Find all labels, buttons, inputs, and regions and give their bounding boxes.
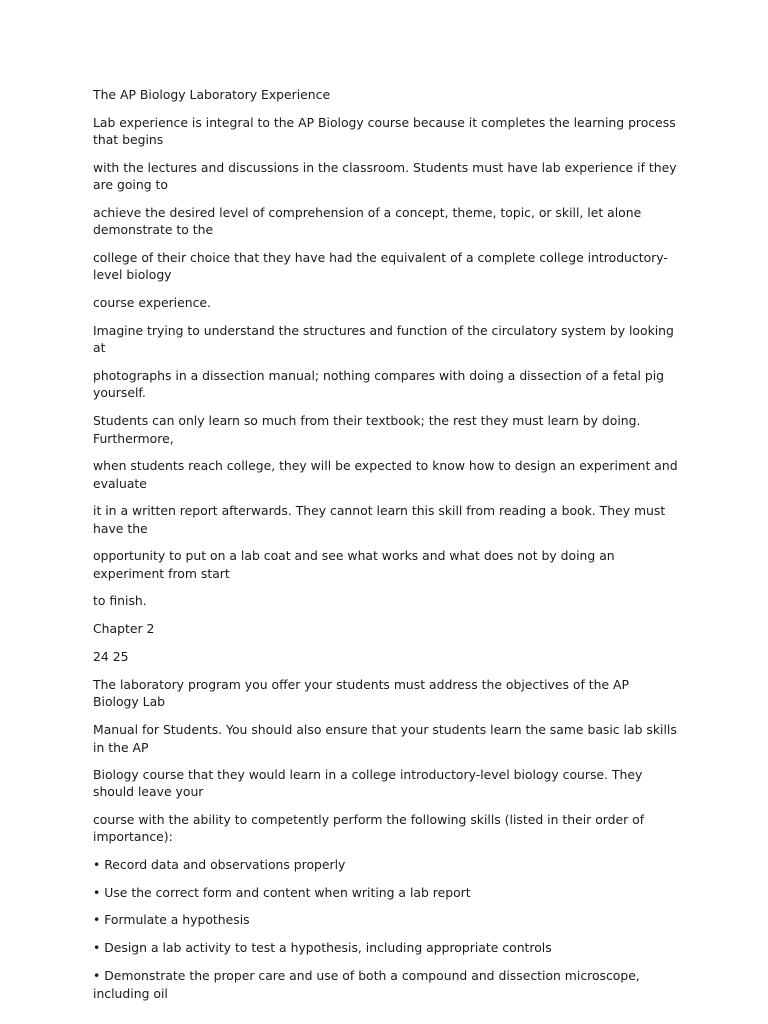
page-numbers: 24 25 [93,648,129,664]
paragraph-line: achieve the desired level of comprehension of a concept, theme, topic, or skill, let alone demonstrate to the [93,204,642,238]
paragraph-line: opportunity to put on a lab coat and see what works and what does not by doing an experiment from start [93,548,615,581]
paragraph-line: to finish. [93,593,147,609]
paragraph-line: Students can only learn so much from their textbook; the rest they must learn by doing. Furthermore, [93,413,641,446]
paragraph-line: The laboratory program you offer your students must address the objectives of the AP Biology Lab [93,676,629,710]
paragraph-line: Lab experience is integral to the AP Biology course because it completes the learning process that begins [93,114,676,148]
paragraph-line: with the lectures and discussions in the classroom. Students must have lab experience if they are going to [93,159,677,193]
bullet-item: • Record data and observations properly [93,856,346,872]
paragraph-line: it in a written report afterwards. They cannot learn this skill from reading a book. They must have the [93,503,666,536]
chapter-label: Chapter 2 [93,620,155,636]
paragraph-line: course experience. [93,294,211,310]
bullet-item: • Use the correct form and content when writing a lab report [93,884,471,900]
paragraph-line: college of their choice that they have had the equivalent of a complete college introductory-level biology [93,249,668,283]
paragraph-line: when students reach college, they will be expected to know how to design an experiment and evaluate [93,458,678,491]
paragraph-line: Imagine trying to understand the structures and function of the circulatory system by looking at [93,322,674,356]
document-title: The AP Biology Laboratory Experience [93,87,331,102]
bullet-item: • Formulate a hypothesis [93,912,250,928]
paragraph-line: Manual for Students. You should also ensure that your students learn the same basic lab skills in the AP [93,721,677,755]
paragraph-line: course with the ability to competently perform the following skills (listed in their order of importance): [93,811,645,845]
bullet-item: • Design a lab activity to test a hypothesis, including appropriate controls [93,940,552,956]
paragraph-line: Biology course that they would learn in a college introductory-level biology course. They should leave your [93,766,643,800]
bullet-item: • Demonstrate the proper care and use of both a compound and dissection microscope, including oil [93,967,640,1001]
paragraph-line: photographs in a dissection manual; nothing compares with doing a dissection of a fetal pig yourself. [93,367,665,401]
document-body [93,86,678,1012]
